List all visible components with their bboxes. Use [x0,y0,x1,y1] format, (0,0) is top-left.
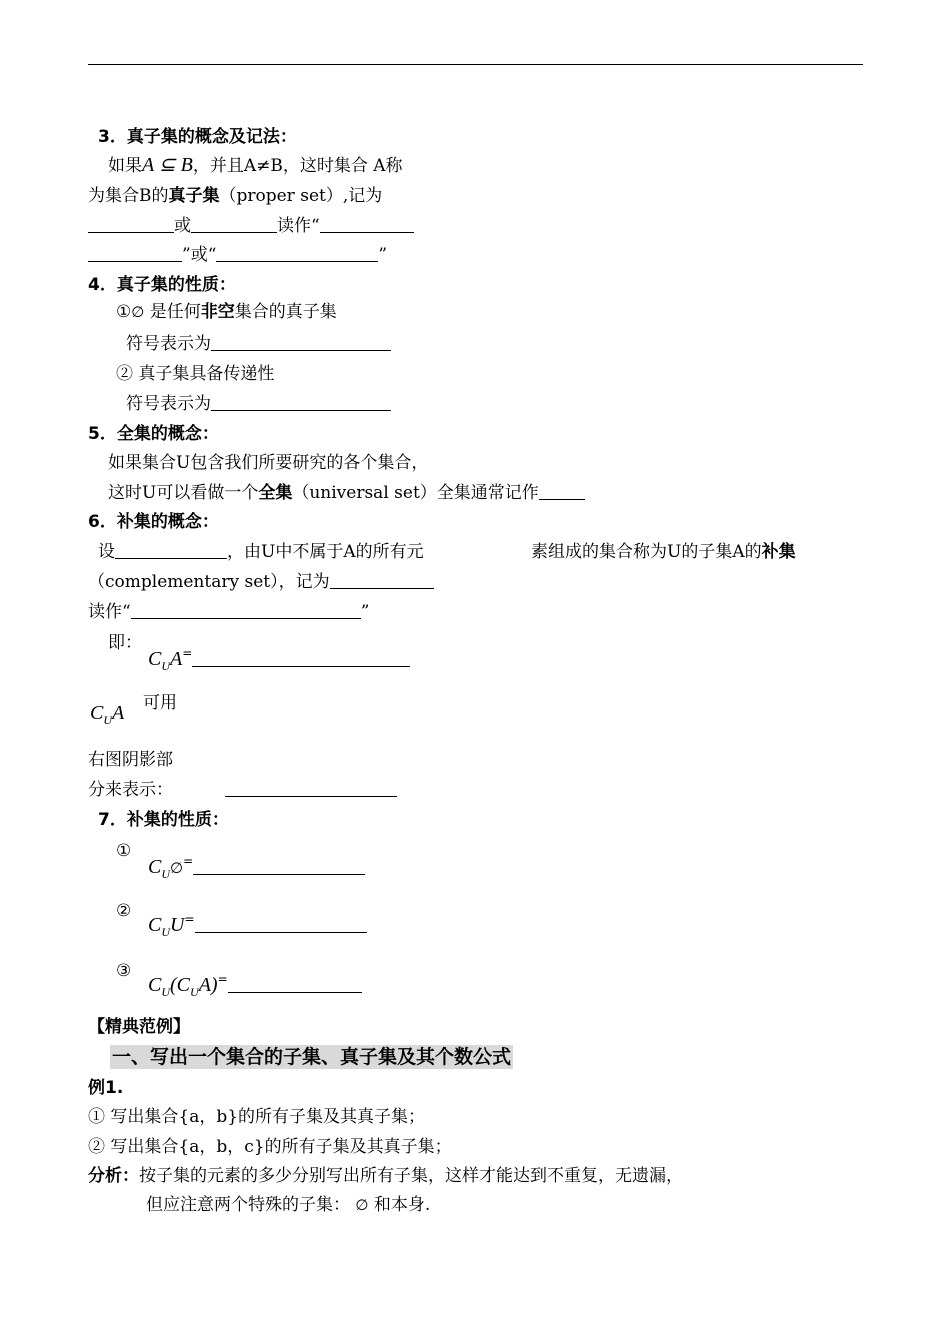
section-5-title: 5．全集的概念： [88,424,219,444]
blank[interactable] [216,247,378,262]
empty-set-symbol: ∅ [131,303,145,321]
section-4-title: 4．真子集的性质： [88,275,236,295]
section-heading: 一、写出一个集合的子集、真子集及其个数公式 [112,1046,512,1068]
question-2: ② 写出集合{a，b，c}的所有子集及其真子集； [88,1137,452,1157]
section-7-title: 7．补集的性质： [98,810,229,830]
blank[interactable] [320,218,414,233]
blank[interactable] [131,604,361,619]
s6-line-1b: 素组成的集合称为U的子集A的补集 [531,542,796,562]
s6-ji: 即： [108,633,142,653]
shadow-line-1: 右图阴影部 [88,750,173,770]
blank[interactable] [193,860,365,875]
s4-rep-1: 符号表示为 [126,333,391,355]
keyong: 可用 [143,693,177,713]
s4-property-2: ② 真子集具备传递性 [116,364,275,384]
section-6-title: 6．补集的概念： [88,512,219,532]
double-complement: $C_U(C_UA)^=$ [148,968,362,1003]
example-1-label: 例1. [88,1078,124,1098]
s3-line-4: ”或“ ” [88,244,387,266]
s4-property-1: ①∅ 是任何非空集合的真子集 [116,302,337,322]
s5-line-1: 如果集合U包含我们所要研究的各个集合， [108,453,429,473]
blank[interactable] [88,247,182,262]
blank[interactable] [195,918,367,933]
s3-line-3: 或 读作“ [88,215,414,237]
complement-of-universe: $C_UU^=$ [148,908,367,943]
analysis-line-1: 分析：按子集的元素的多少分别写出所有子集，这样才能达到不重复，无遗漏， [88,1166,683,1186]
blank[interactable] [539,485,585,500]
prop-num-2: ② [116,901,132,921]
blank[interactable] [191,218,277,233]
blank[interactable] [211,396,391,411]
blank[interactable] [88,218,174,233]
blank[interactable] [192,652,410,667]
s3-line-2: 为集合B的真子集（proper set）,记为 [88,186,383,206]
s4-rep-2: 符号表示为 [126,393,391,415]
complement-expression: $C_UA^=$ [148,642,410,677]
blank[interactable] [211,336,391,351]
prop-num-3: ③ [116,961,132,981]
prop-num-1: ① [116,841,132,861]
blank[interactable] [115,544,227,559]
complement-of-empty: $C_U\emptyset^=$ [148,850,365,885]
examples-header: 【精典范例】 [88,1017,190,1037]
complement-label: $C_UA$ [90,702,125,727]
subset-expression: A ⊆ B [142,154,193,176]
s6-line-1a: 设 ，由U中不属于A的所有元 [98,542,424,562]
header-rule [88,64,863,65]
empty-set-symbol: ∅ [355,1196,369,1214]
s5-line-2: 这时U可以看做一个全集（universal set）全集通常记作 [108,482,585,504]
blank[interactable] [228,978,362,993]
question-1: ① 写出集合{a，b}的所有子集及其真子集； [88,1107,426,1127]
s3-line-1: 如果A ⊆ B，并且A≠B，这时集合 A称 [108,154,403,176]
analysis-line-2: 但应注意两个特殊的子集： ∅ 和本身. [146,1195,431,1215]
blank[interactable] [330,574,434,589]
shadow-line-2: 分来表示： [88,779,397,801]
section-3-title: 3．真子集的概念及记法： [98,127,297,147]
blank[interactable] [225,782,397,797]
s6-line-3: 读作“ ” [88,602,370,622]
s6-line-2: （complementary set），记为 [88,571,434,593]
